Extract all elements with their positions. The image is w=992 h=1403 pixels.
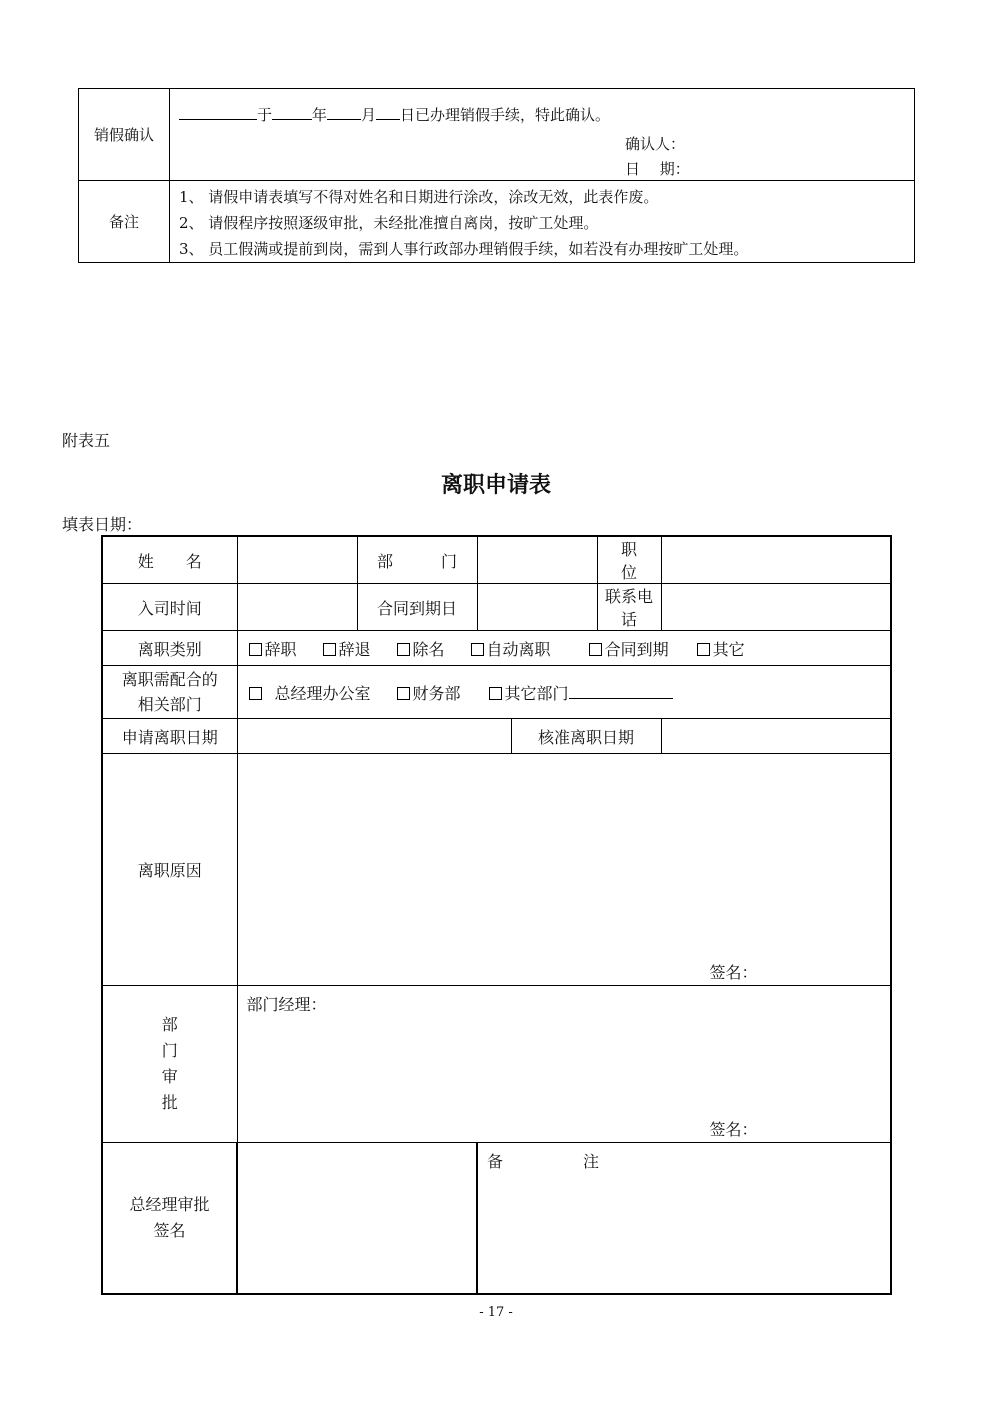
phone-label: 联系电话 [597,584,661,631]
blank-month [327,105,361,120]
checkbox-icon[interactable] [323,643,336,656]
appendix-label: 附表五 [62,431,111,450]
page-number: - 17 - [479,1305,513,1320]
resignation-form [101,535,892,1295]
phone-field[interactable] [661,584,891,631]
option-contract-expiry[interactable]: 合同到期 [589,640,669,659]
text-year: 年 [312,106,328,124]
option-other-dept[interactable]: 其它部门 [489,684,673,703]
category-label: 离职类别 [102,631,237,666]
position-label: 职 位 [597,536,661,584]
gm-approval-label: 总经理审批 签名 [102,1143,237,1294]
checkbox-icon[interactable] [397,643,410,656]
dept-label: 部 门 [357,536,477,584]
note-3: 3、 员工假满或提前到岗，需到人事行政部办理销假手续，如若没有办理按旷工处理。 [179,240,749,258]
checkbox-icon[interactable] [589,643,602,656]
checkbox-icon[interactable] [697,643,710,656]
contract-end-label: 合同到期日 [357,584,477,631]
fill-date-label: 填表日期： [62,515,143,534]
apply-date-label: 申请离职日期 [102,719,237,754]
dept-approval-field[interactable] [237,986,891,1143]
dept-manager-label: 部门经理： [246,995,327,1014]
checkbox-icon[interactable] [397,687,410,700]
cancel-confirm-label: 销假确认 [79,89,170,181]
form-title: 离职申请表 [440,473,551,498]
option-voluntary-leave[interactable]: 自动离职 [471,640,551,659]
blank-day [376,105,400,120]
dept-approval-label: 部 门 审 批 [102,986,237,1143]
text-yu: 于 [257,106,273,124]
apply-date-field[interactable] [237,719,511,754]
checkbox-icon[interactable] [489,687,502,700]
option-dismissed[interactable]: 辞退 [323,640,371,659]
option-resign[interactable]: 辞职 [249,640,297,659]
remarks-label: 备 注 [487,1152,600,1171]
option-gm-office[interactable]: 总经理办公室 [249,684,371,703]
notes-cell [170,181,915,263]
category-options [237,631,891,666]
dept-signature: 签名： [709,1120,758,1139]
contract-end-field[interactable] [477,584,597,631]
checkbox-icon[interactable] [249,643,262,656]
leave-cancel-table [78,88,915,263]
option-finance[interactable]: 财务部 [397,684,461,703]
other-dept-blank[interactable] [569,684,673,699]
text-done: 日已办理销假手续，特此确认。 [400,106,611,124]
reason-label: 离职原因 [102,754,237,986]
reason-signature: 签名： [709,963,758,982]
approved-date-label: 核准离职日期 [511,719,661,754]
cancel-confirm-cell [170,89,915,181]
reason-field[interactable] [237,754,891,986]
note-1: 1、 请假申请表填写不得对姓名和日期进行涂改，涂改无效，此表作废。 [179,188,659,206]
note-2: 2、 请假程序按照逐级审批，未经批准擅自离岗，按旷工处理。 [179,214,599,232]
approved-date-field[interactable] [661,719,891,754]
gm-signature-field[interactable] [237,1143,477,1294]
join-date-label: 入司时间 [102,584,237,631]
option-other[interactable]: 其它 [697,640,745,659]
confirm-date: 日 期： [625,160,690,178]
name-label: 姓 名 [102,536,237,584]
position-field[interactable] [661,536,891,584]
checkbox-icon[interactable] [249,687,262,700]
remarks-field[interactable] [477,1143,891,1294]
blank-year [272,105,312,120]
blank-name [179,105,257,120]
text-month: 月 [361,106,377,124]
join-date-field[interactable] [237,584,357,631]
related-dept-options [237,666,891,719]
related-dept-label: 离职需配合的 相关部门 [102,666,237,719]
name-field[interactable] [237,536,357,584]
confirm-person: 确认人： [625,135,686,153]
dept-field[interactable] [477,536,597,584]
checkbox-icon[interactable] [471,643,484,656]
notes-label: 备注 [79,181,170,263]
option-expelled[interactable]: 除名 [397,640,445,659]
